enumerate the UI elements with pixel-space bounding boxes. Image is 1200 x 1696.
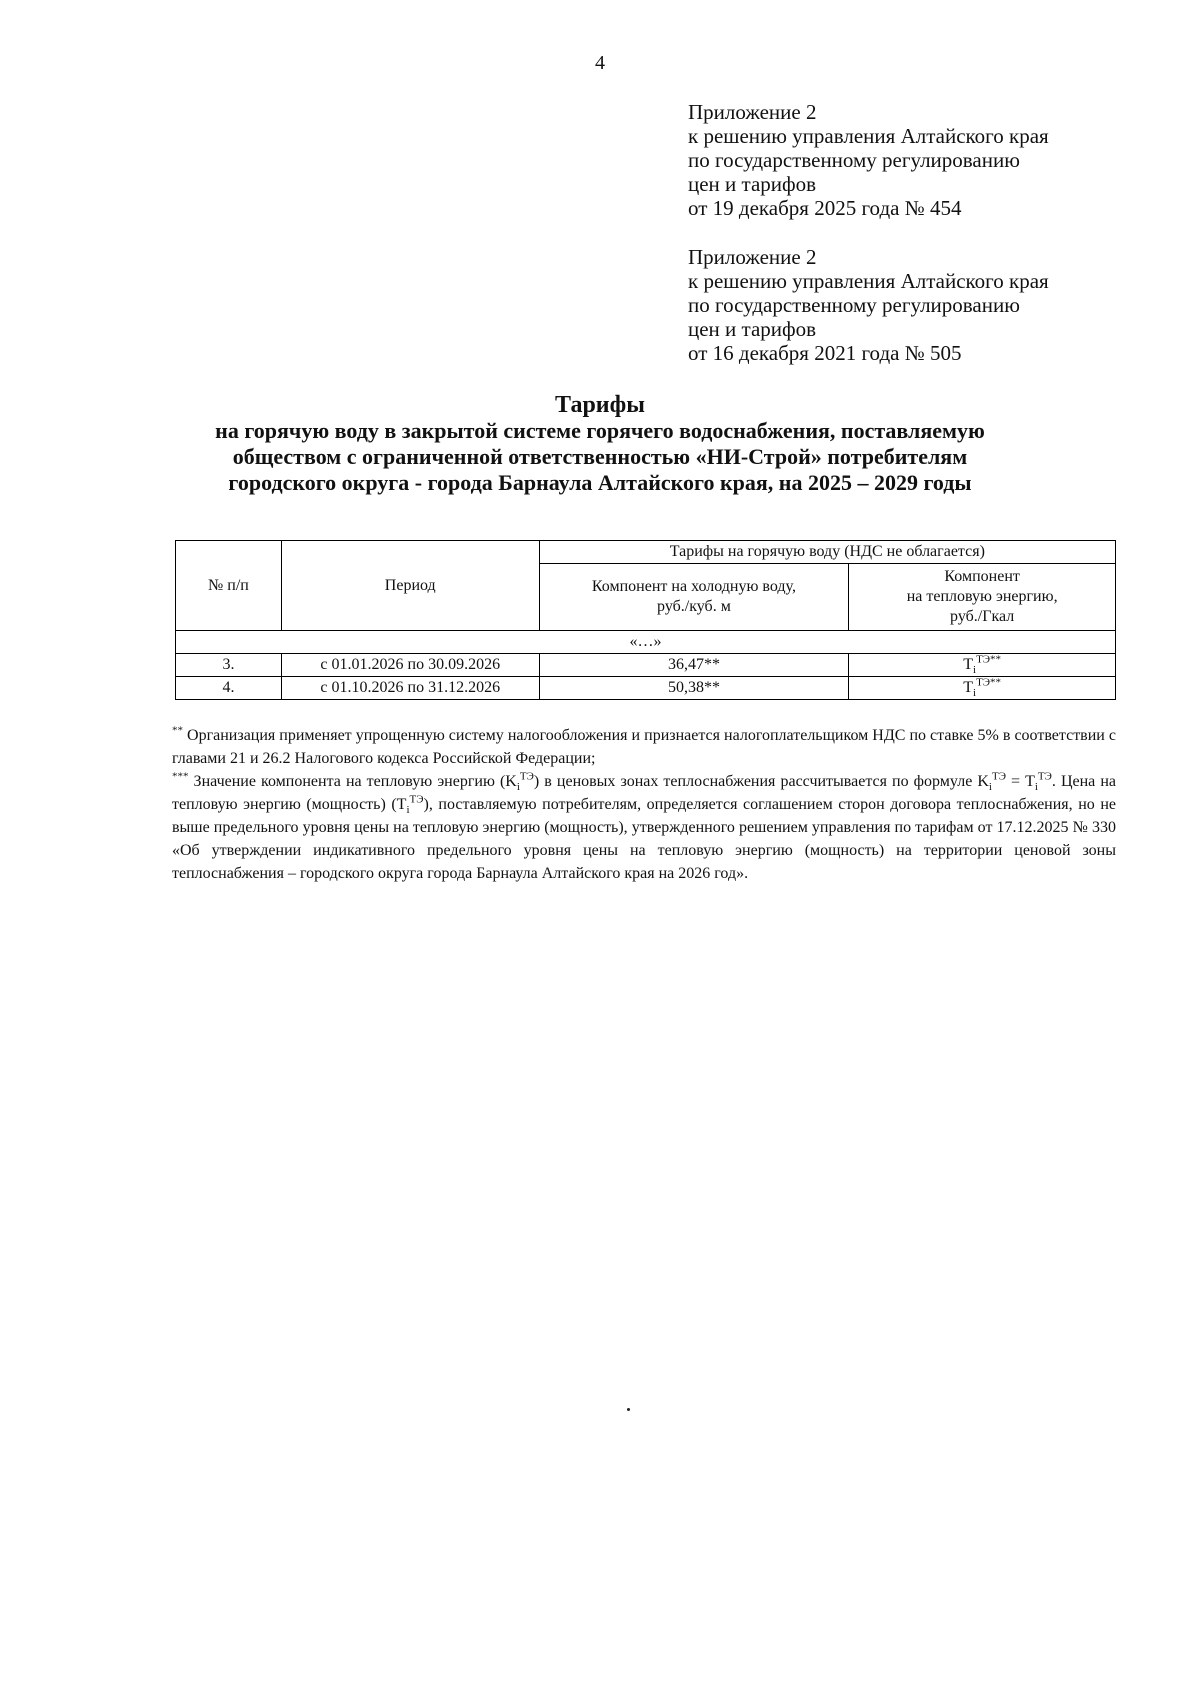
header-heat-energy [849,564,1116,631]
footnote-mark: *** [172,770,189,783]
table-header-row [176,541,1116,564]
footnote-text: Организация применяет упрощенную систему налогообложения и признается налогоплательщиком НДС по ставке 5% в соответствии с главами 21 и 26.2 Налогового кодекса Российской Федерации; [172,727,1116,767]
header-period: Период [281,541,539,631]
appendix-line: от 16 декабря 2021 года № 505 [688,341,962,365]
appendix-line: Приложение 2 [688,100,817,124]
formula-superscript: ТЭ [1037,770,1052,783]
footnote-heat-component [172,770,1116,885]
title-heading: Тарифы [555,392,645,418]
row-period: с 01.10.2026 по 31.12.2026 [281,677,539,700]
header-number: № п/п [176,541,282,631]
row-heat-value [849,654,1116,677]
heat-superscript: ТЭ** [976,676,1002,689]
header-text: на тепловую энергию, [906,588,1058,605]
title-line: на горячую воду в закрытой системе горячего водоснабжения, поставляемую [215,418,985,443]
formula-superscript: ТЭ [519,770,534,783]
heat-symbol: T [963,679,973,696]
header-cold-water [539,564,849,631]
table-ellipsis-row [176,631,1116,654]
ellipsis-cell: «…» [176,631,1116,654]
appendix-line: по государственному регулированию [688,148,1020,172]
footnotes [172,724,1116,885]
appendix-line: цен и тарифов [688,317,817,341]
appendix-line: к решению управления Алтайского края [688,124,1049,148]
heat-superscript: ТЭ** [976,653,1002,666]
row-cold-value: 50,38** [539,677,849,700]
header-text: Компонент на холодную воду, [591,578,796,595]
appendix-header-current [688,100,1148,220]
appendix-line: цен и тарифов [688,172,817,196]
footnote-text: Значение компонента на тепловую энергию (K [188,773,517,790]
formula-subscript: i [516,781,520,794]
footnote-text: = T [1005,773,1035,790]
formula-superscript: ТЭ [409,793,424,806]
formula-subscript: i [988,781,992,794]
appendix-header-original [688,245,1148,365]
scan-speck [627,1408,630,1411]
appendix-line: от 19 декабря 2025 года № 454 [688,196,962,220]
header-text: Компонент [944,568,1020,585]
row-cold-value: 36,47** [539,654,849,677]
footnote-text: . Цена на тепловую энергию (мощность) (T [172,773,1116,813]
row-period: с 01.01.2026 по 30.09.2026 [281,654,539,677]
formula-subscript: i [1034,781,1038,794]
row-number: 3. [176,654,282,677]
title-line: обществом с ограниченной ответственностью «НИ-Строй» потребителям [232,444,968,469]
footnote-vat [172,724,1116,770]
page-number: 4 [595,52,605,74]
heat-subscript: i [973,664,977,677]
table-row [176,654,1116,677]
tariff-table [175,540,1116,700]
appendix-line: по государственному регулированию [688,293,1020,317]
formula-subscript: i [406,804,410,817]
row-heat-value [849,677,1116,700]
footnote-text: ), поставляемую потребителям, определяется соглашением сторон договора теплоснабжения, но не выше предельного уровня цены на тепловую энергию (мощность), утвержденного решением управления по тарифам от 17.12.2025 № 330 «Об утверждении индикативного предельного уровня цены на тепловую энергию (мощность) на территории ценовой зоны теплоснабжения – городского округа города Барнаула Алтайского края на 2026 год». [172,796,1117,882]
heat-symbol: T [963,656,973,673]
appendix-line: к решению управления Алтайского края [688,269,1049,293]
footnote-mark: ** [172,724,183,737]
heat-subscript: i [973,687,977,700]
header-text: руб./Гкал [950,608,1015,625]
header-tariff-group: Тарифы на горячую воду (НДС не облагается) [539,541,1115,564]
appendix-line: Приложение 2 [688,245,817,269]
footnote-text: ) в ценовых зонах теплоснабжения рассчитывается по формуле K [533,773,989,790]
formula-superscript: ТЭ [991,770,1006,783]
row-number: 4. [176,677,282,700]
header-text: руб./куб. м [657,598,731,615]
document-title [150,392,1050,496]
table-row [176,677,1116,700]
title-line: городского округа - города Барнаула Алтайского края, на 2025 – 2029 годы [228,470,972,495]
